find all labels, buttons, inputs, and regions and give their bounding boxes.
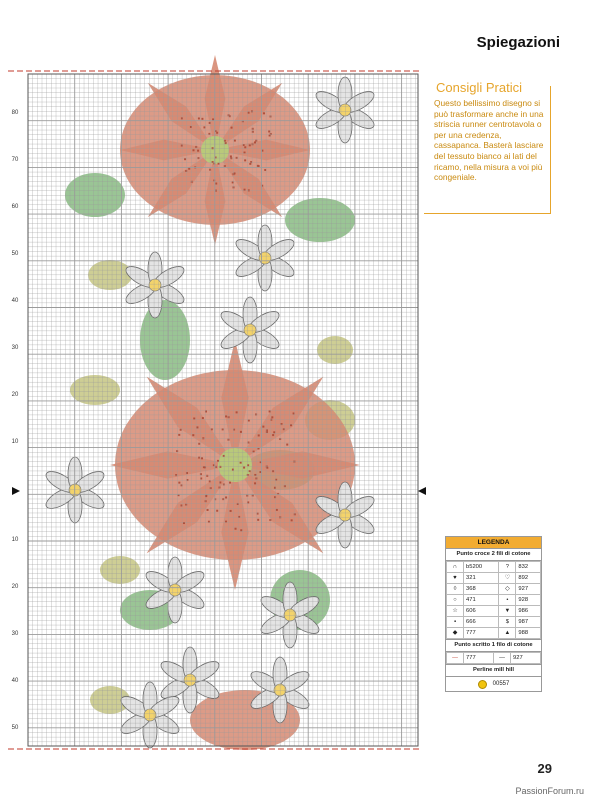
legend-symbol: ☆ (447, 606, 464, 617)
legend-row (447, 617, 541, 628)
page-title: Spiegazioni (476, 34, 560, 51)
stitch-mark (243, 467, 245, 469)
legend-symbol: ∩ (447, 562, 464, 573)
stitch-mark (255, 477, 257, 479)
row-label: 60 (11, 204, 19, 210)
stitch-mark (223, 483, 225, 485)
stitch-mark (203, 466, 205, 468)
legend-code: 832 (516, 562, 541, 573)
stitch-mark (207, 509, 209, 511)
legend-code: 927 (516, 584, 541, 595)
stitch-mark (254, 482, 256, 484)
legend-symbol: ◇ (499, 584, 516, 595)
legend-symbol: ? (499, 562, 516, 573)
stitch-mark (230, 510, 232, 512)
tips-box (424, 80, 551, 214)
legend-symbol: $ (499, 617, 516, 628)
row-label: 10 (11, 439, 19, 445)
stitch-mark (258, 434, 260, 436)
row-label: 30 (11, 631, 19, 637)
stitch-mark (201, 457, 203, 459)
stitch-mark (269, 410, 271, 412)
stitch-mark (283, 428, 285, 430)
stitch-mark (216, 132, 218, 134)
stitch-mark (175, 474, 177, 476)
stitch-mark (192, 434, 194, 436)
stitch-mark (201, 118, 203, 120)
stitch-mark (212, 147, 214, 149)
bead-icon (478, 680, 487, 689)
stitch-mark (269, 519, 271, 521)
stitch-mark (251, 143, 253, 145)
stitch-mark (197, 150, 199, 152)
stitch-mark (186, 472, 188, 474)
stitch-mark (237, 503, 239, 505)
stitch-mark (252, 128, 254, 130)
tips-title: Consigli Pratici (436, 80, 522, 95)
legend-code: 606 (464, 606, 499, 617)
legend-symbol: ○ (447, 595, 464, 606)
stitch-mark (181, 117, 183, 119)
stitch-mark (273, 431, 275, 433)
stitch-mark (209, 480, 211, 482)
leaf-area (285, 198, 355, 242)
stitch-mark (249, 163, 251, 165)
legend-code: 987 (516, 617, 541, 628)
legend-symbol: ◆ (447, 628, 464, 639)
legend-symbol: • (499, 595, 516, 606)
stitch-mark (230, 157, 232, 159)
legend-row (447, 595, 541, 606)
white-flower-center (184, 674, 196, 686)
stitch-mark (291, 519, 293, 521)
stitch-mark (236, 411, 238, 413)
legend (445, 536, 542, 692)
center-arrow-left (12, 487, 20, 495)
stitch-mark (268, 130, 270, 132)
stitch-mark (211, 428, 213, 430)
stitch-mark (231, 127, 233, 129)
stitch-mark (184, 158, 186, 160)
stitch-mark (244, 189, 246, 191)
stitch-mark (225, 496, 227, 498)
legend-backstitch-title: Punto scritto 1 filo di cotone (446, 639, 541, 652)
legend-code: 986 (516, 606, 541, 617)
stitch-mark (240, 462, 242, 464)
tips-text: Questo bellissimo disegno si può trasformare anche in una striscia runner centrotavola o per una credenza, cassapanca. Basterà lasciare del tessuto bianco ai lati del ricamo, nella misura a voi più congeniale. (434, 98, 544, 183)
legend-row (447, 628, 541, 639)
stitch-mark (244, 159, 246, 161)
stitch-mark (212, 118, 214, 120)
white-flower-center (169, 584, 181, 596)
legend-cross-stitch-title: Punto croce 2 fili di cotone (446, 549, 541, 561)
stitch-mark (290, 424, 292, 426)
legend-row (447, 606, 541, 617)
stitch-mark (205, 500, 207, 502)
legend-code: 777 (464, 628, 499, 639)
white-flower-center (244, 324, 256, 336)
stitch-mark (193, 417, 195, 419)
legend-symbol: ▲ (499, 628, 516, 639)
stitch-mark (178, 482, 180, 484)
legend-symbol: ◊ (447, 584, 464, 595)
legend-symbol: ♥ (447, 573, 464, 584)
stitch-mark (234, 140, 236, 142)
legend-code: 928 (516, 595, 541, 606)
stitch-mark (274, 496, 276, 498)
leaf-area (65, 173, 125, 217)
stitch-mark (192, 149, 194, 151)
page-number: 29 (537, 761, 552, 776)
legend-table (446, 561, 541, 639)
stitch-mark (257, 519, 259, 521)
legend-symbol: ▼ (499, 606, 516, 617)
backstitch-code-2: 927 (511, 653, 541, 664)
stitch-mark (198, 117, 200, 119)
stitch-mark (222, 498, 224, 500)
stitch-mark (246, 495, 248, 497)
legend-row (447, 562, 541, 573)
row-label: 70 (11, 157, 19, 163)
legend-code: 666 (464, 617, 499, 628)
leaf-area (140, 300, 190, 380)
row-label: 50 (11, 251, 19, 257)
legend-row (447, 573, 541, 584)
row-label: 30 (11, 345, 19, 351)
row-label: 40 (11, 298, 19, 304)
stitch-mark (244, 146, 246, 148)
stitch-mark (200, 477, 202, 479)
stitch-mark (272, 470, 274, 472)
legend-code: b5200 (464, 562, 499, 573)
mill-code: 00557 (492, 681, 510, 687)
stitch-mark (286, 444, 288, 446)
stem-area (100, 556, 140, 584)
stitch-mark (229, 482, 231, 484)
stitch-mark (218, 163, 220, 165)
stitch-mark (248, 419, 250, 421)
stitch-mark (240, 529, 242, 531)
stitch-mark (216, 510, 218, 512)
stitch-mark (178, 434, 180, 436)
row-label: 50 (11, 725, 19, 731)
legend-mill-row (446, 677, 541, 691)
stitch-mark (225, 415, 227, 417)
white-flower-center (259, 252, 271, 264)
stitch-mark (181, 145, 183, 147)
center-arrow-right (418, 487, 426, 495)
backstitch-line-green: — (494, 653, 511, 664)
stitch-mark (248, 189, 250, 191)
stitch-mark (249, 470, 251, 472)
row-label: 20 (11, 392, 19, 398)
stitch-mark (262, 426, 264, 428)
stitch-mark (203, 126, 205, 128)
legend-mill-title: Perline mill hill (446, 664, 541, 677)
stitch-mark (254, 141, 256, 143)
stitch-mark (264, 169, 266, 171)
stitch-mark (272, 434, 274, 436)
row-label: 80 (11, 110, 19, 116)
stitch-mark (270, 115, 272, 117)
legend-symbol: ▪ (447, 617, 464, 628)
stitch-mark (222, 428, 224, 430)
stitch-mark (202, 417, 204, 419)
stitch-mark (191, 181, 193, 183)
stitch-mark (188, 168, 190, 170)
stitch-mark (240, 431, 242, 433)
legend-backstitch-table (446, 652, 541, 664)
stitch-mark (223, 455, 225, 457)
stitch-mark (205, 410, 207, 412)
stem-area (88, 260, 132, 290)
backstitch-code-1: 777 (464, 653, 494, 664)
stitch-mark (276, 509, 278, 511)
legend-code: 988 (516, 628, 541, 639)
stitch-mark (257, 165, 259, 167)
row-label: 40 (11, 678, 19, 684)
legend-title: LEGENDA (446, 537, 541, 549)
legend-row (447, 584, 541, 595)
stitch-mark (236, 157, 238, 159)
stitch-mark (281, 423, 283, 425)
stitch-mark (249, 144, 251, 146)
stitch-mark (271, 416, 273, 418)
row-label: 20 (11, 584, 19, 590)
white-flower-center (149, 279, 161, 291)
stitch-mark (230, 155, 232, 157)
stitch-mark (209, 122, 211, 124)
watermark: PassionForum.ru (515, 786, 584, 796)
stitch-mark (196, 426, 198, 428)
stitch-mark (215, 183, 217, 185)
stitch-mark (248, 112, 250, 114)
stitch-mark (190, 126, 192, 128)
legend-code: 892 (516, 573, 541, 584)
stitch-mark (263, 112, 265, 114)
legend-symbol: ♡ (499, 573, 516, 584)
row-label: 10 (11, 537, 19, 543)
stitch-mark (219, 481, 221, 483)
stitch-mark (247, 442, 249, 444)
legend-code: 368 (464, 584, 499, 595)
stitch-mark (228, 416, 230, 418)
stitch-mark (176, 450, 178, 452)
legend-code: 321 (464, 573, 499, 584)
stitch-mark (225, 142, 227, 144)
stitch-mark (227, 439, 229, 441)
legend-code: 471 (464, 595, 499, 606)
stitch-mark (235, 528, 237, 530)
stitch-mark (215, 190, 217, 192)
poinsettia-center (218, 448, 252, 482)
stitch-mark (206, 475, 208, 477)
backstitch-line-red: — (447, 653, 464, 664)
